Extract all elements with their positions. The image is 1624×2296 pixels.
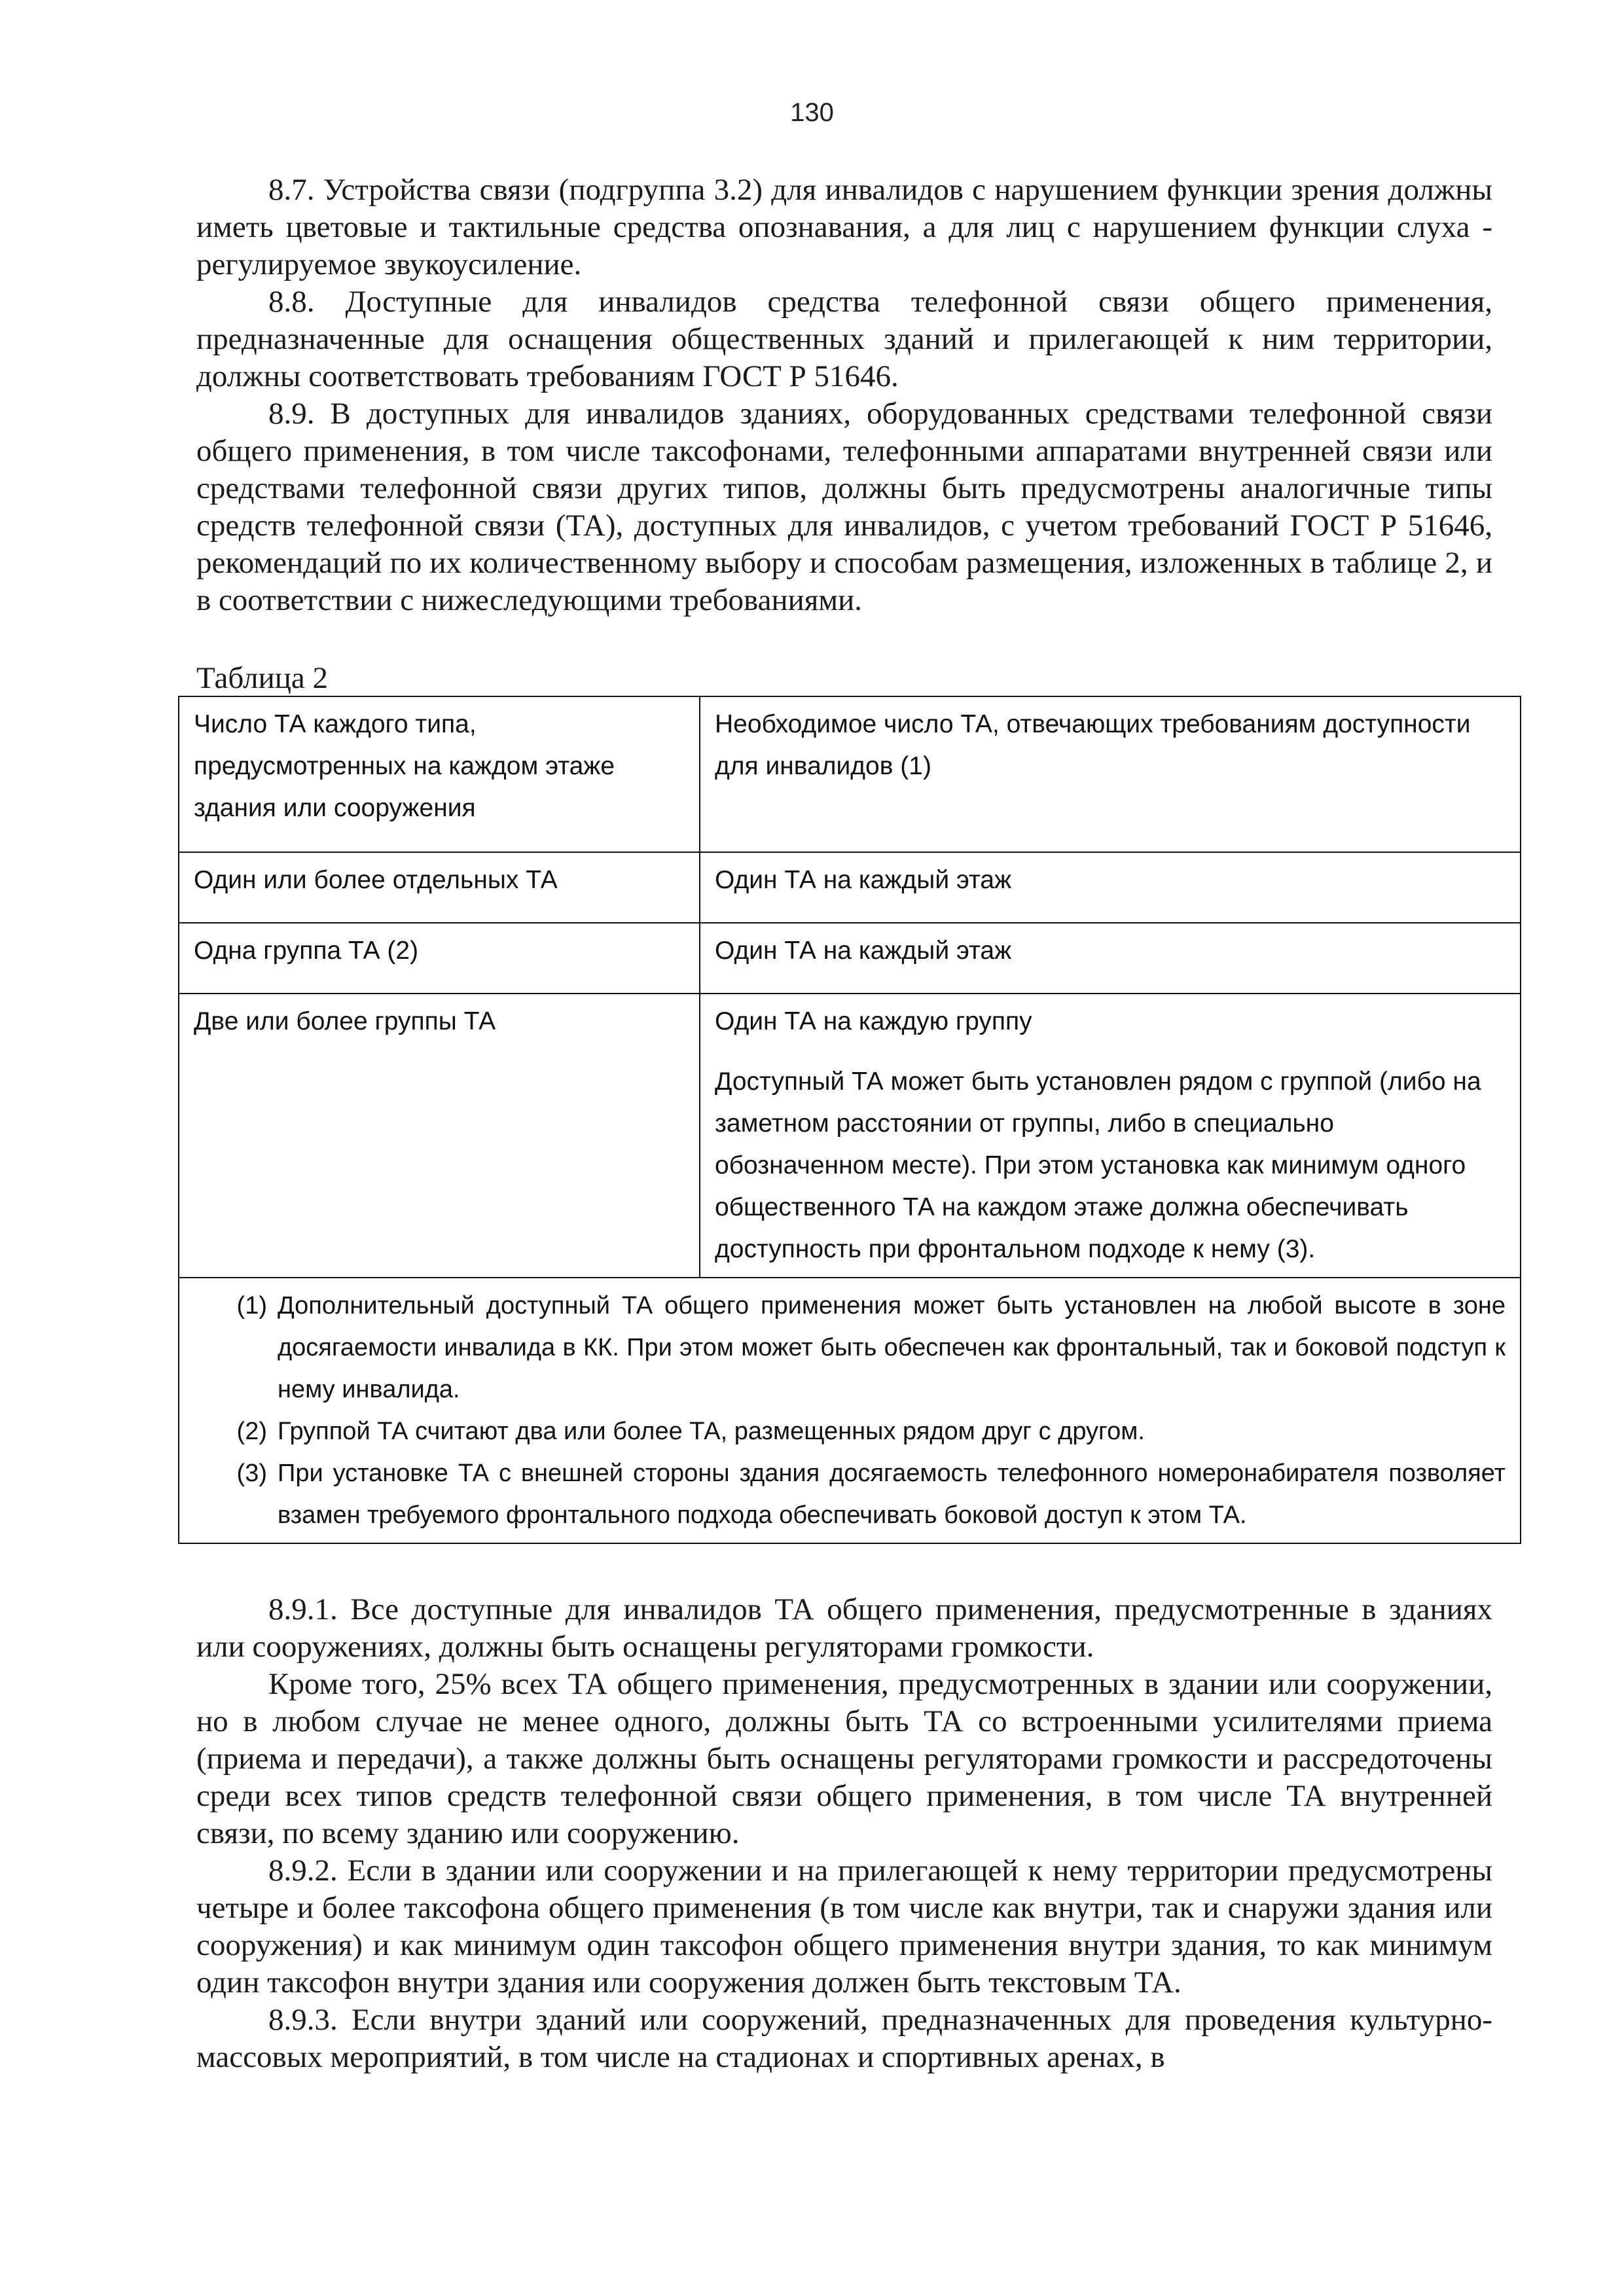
table-notes-cell — [179, 1278, 1521, 1543]
paragraph-8-9: 8.9. В доступных для инвалидов зданиях, оборудованных средствами телефонной связи общего применения, в том числе таксофонами, телефонными аппаратами внутренней связи или средствами телефонной связи других типов, должны быть предусмотрены аналогичные типы средств телефонной связи (ТА), доступных для инвалидов, с учетом требований ГОСТ Р 51646, рекомендаций по их количественному выбору и способам размещения, изложенных в таблице 2, и в соответствии с нижеследующими требованиями. — [196, 397, 1492, 617]
paragraph-25-percent: Кроме того, 25% всех ТА общего применения, предусмотренных в здании или сооружении, но в любом случае не менее одного, должны быть ТА со встроенными усилителями приема (приема и передачи), а также должны быть оснащены регуляторами громкости и рассредоточены среди всех типов средств телефонной связи общего применения, в том числе ТА внутренней связи, по всему зданию или сооружению. — [196, 1667, 1492, 1850]
header-cell-count: Число ТА каждого типа, предусмотренных на каждом этаже здания или сооружения — [179, 696, 700, 852]
table-caption: Таблица 2 — [196, 661, 329, 695]
top-text-block — [196, 171, 1492, 619]
note-number: (2) — [236, 1418, 267, 1445]
table-row — [179, 852, 1521, 923]
table-cell — [700, 994, 1521, 1278]
table-cell: Одна группа ТА (2) — [179, 923, 700, 994]
table-cell: Один ТА на каждый этаж — [700, 923, 1521, 994]
table-note — [194, 1410, 1506, 1452]
header-cell-required: Необходимое число ТА, отвечающих требованиям доступности для инвалидов (1) — [700, 696, 1521, 852]
table-row — [179, 923, 1521, 994]
cell-line: Один ТА на каждую группу — [715, 1007, 1032, 1035]
paragraph-8-8: 8.8. Доступные для инвалидов средства телефонной связи общего применения, предназначенные для оснащения общественных зданий и прилегающей к ним территории, должны соответствовать требованиям ГОСТ Р 51646. — [196, 285, 1492, 393]
note-text: Группой ТА считают два или более ТА, размещенных рядом друг с другом. — [278, 1418, 1145, 1445]
note-text: При установке ТА с внешней стороны здания досягаемость телефонного номеронабирателя позволяет взамен требуемого фронтального подхода обеспечивать боковой доступ к этом ТА. — [278, 1460, 1506, 1529]
paragraph-8-9-3: 8.9.3. Если внутри зданий или сооружений, предназначенных для проведения культурно-массовых мероприятий, в том числе на стадионах и спортивных аренах, в — [196, 2003, 1492, 2074]
table-note — [194, 1285, 1506, 1410]
cell-explanation: Доступный ТА может быть установлен рядом с группой (либо на заметном расстоянии от группы, либо в специально обозначенном месте). При этом установка как минимум одного общественного ТА на каждом этаже должна обеспечивать доступность при фронтальном подходе к нему (3). — [715, 1067, 1481, 1263]
table-header-row — [179, 696, 1521, 852]
bottom-text-block — [196, 1591, 1492, 2076]
table-note — [194, 1452, 1506, 1536]
table-2 — [178, 696, 1521, 1544]
paragraph-8-9-2: 8.9.2. Если в здании или сооружении и на прилегающей к нему территории предусмотрены четыре и более таксофона общего применения (в том числе как внутри, так и снаружи здания или сооружения) и как минимум один таксофон общего применения внутри здания, то как минимум один таксофон внутри здания или сооружения должен быть текстовым ТА. — [196, 1854, 1492, 2000]
table-cell: Один или более отдельных ТА — [179, 852, 700, 923]
table-row — [179, 994, 1521, 1278]
paragraph-8-7: 8.7. Устройства связи (подгруппа 3.2) для инвалидов с нарушением функции зрения должны иметь цветовые и тактильные средства опознавания, а для лиц с нарушением функции слуха - регулируемое звукоусиление. — [196, 173, 1492, 281]
table-cell: Один ТА на каждый этаж — [700, 852, 1521, 923]
paragraph-8-9-1: 8.9.1. Все доступные для инвалидов ТА общего применения, предусмотренные в зданиях или сооружениях, должны быть оснащены регуляторами громкости. — [196, 1592, 1492, 1664]
note-text: Дополнительный доступный ТА общего применения может быть установлен на любой высоте в зоне досягаемости инвалида в КК. При этом может быть обеспечен как фронтальный, так и боковой подступ к нему инвалида. — [278, 1292, 1506, 1403]
note-number: (1) — [236, 1292, 267, 1319]
table-notes-row — [179, 1278, 1521, 1543]
table-cell: Две или более группы ТА — [179, 994, 700, 1278]
note-number: (3) — [236, 1460, 267, 1487]
page-number: 130 — [790, 98, 834, 127]
